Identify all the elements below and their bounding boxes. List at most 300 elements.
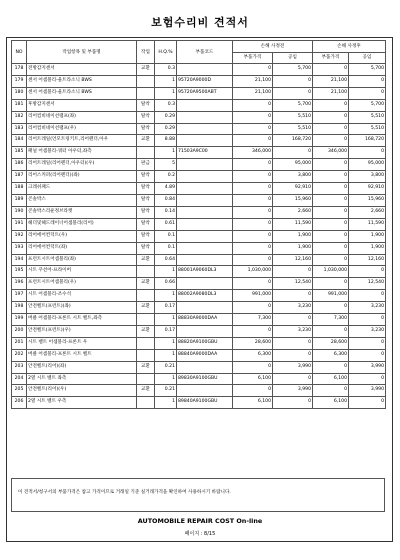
row-after-labor: 0	[349, 373, 386, 385]
row-no: 185	[12, 147, 27, 159]
row-no: 200	[12, 325, 27, 337]
row-before-labor: 3,990	[273, 361, 313, 373]
table-row	[12, 266, 386, 278]
row-no: 188	[12, 183, 27, 195]
table-row	[12, 337, 386, 349]
row-work: 교환	[137, 278, 155, 290]
row-item: 리어스커퍼(리어펜더)(좌)	[27, 171, 137, 183]
table-row	[12, 111, 386, 123]
row-item: 프런트시트어셈블리(좌)	[27, 254, 137, 266]
header-work: 작업	[137, 41, 155, 64]
row-before-labor: 0	[273, 290, 313, 302]
row-before-parts: 0	[233, 302, 273, 314]
table-row	[12, 290, 386, 302]
row-before-labor: 1,900	[273, 230, 313, 242]
row-item: 리어트레일(언모트링키트,리어펜더,아우	[27, 135, 137, 147]
row-work: 판금	[137, 159, 155, 171]
table-row	[12, 135, 386, 147]
row-work	[137, 147, 155, 159]
row-no: 187	[12, 171, 27, 183]
row-item: 리어에어컨덕트(우)	[27, 230, 137, 242]
row-hq: 0.66	[155, 278, 177, 290]
row-after-parts: 0	[313, 135, 349, 147]
header-after-labor: 공임	[349, 53, 386, 64]
row-after-labor: 3,230	[349, 325, 386, 337]
row-after-parts: 0	[313, 183, 349, 195]
row-hq: 0.17	[155, 325, 177, 337]
header-before-parts: 부품가격	[233, 53, 273, 64]
table-row	[12, 349, 386, 361]
row-before-labor: 3,990	[273, 385, 313, 397]
row-after-parts: 0	[313, 171, 349, 183]
row-hq: 0.29	[155, 111, 177, 123]
row-item: 리어트레일(리어펜더,아우터)(우)	[27, 159, 137, 171]
row-no: 202	[12, 349, 27, 361]
row-before-parts: 28,600	[233, 337, 273, 349]
row-before-parts: 0	[233, 325, 273, 337]
row-after-labor: 0	[349, 397, 386, 409]
row-item: 전방감지센서	[27, 64, 137, 76]
row-work	[137, 314, 155, 326]
row-before-parts: 0	[233, 254, 273, 266]
row-hq: 1	[155, 349, 177, 361]
header-code: 부품코드	[177, 41, 233, 64]
row-before-parts: 0	[233, 230, 273, 242]
header-no: NO	[12, 41, 27, 64]
row-before-parts: 991,000	[233, 290, 273, 302]
table-row	[12, 325, 386, 337]
row-hq: 1	[155, 147, 177, 159]
row-work	[137, 349, 155, 361]
row-after-labor: 0	[349, 290, 386, 302]
row-code	[177, 194, 233, 206]
row-after-parts: 0	[313, 194, 349, 206]
row-no: 186	[12, 159, 27, 171]
row-code	[177, 302, 233, 314]
row-before-labor: 95,000	[273, 159, 313, 171]
row-item: 후방감지센서	[27, 99, 137, 111]
row-after-parts: 6,300	[313, 349, 349, 361]
estimate-table	[11, 40, 386, 409]
row-before-parts: 0	[233, 111, 273, 123]
row-code	[177, 242, 233, 254]
row-no: 182	[12, 111, 27, 123]
row-before-labor: 0	[273, 397, 313, 409]
row-work: 탈착	[137, 171, 155, 183]
table-row	[12, 64, 386, 76]
row-work	[137, 373, 155, 385]
row-no: 201	[12, 337, 27, 349]
row-before-parts: 6,100	[233, 373, 273, 385]
row-after-labor: 5,510	[349, 123, 386, 135]
row-before-labor: 0	[273, 87, 313, 99]
row-code	[177, 135, 233, 147]
row-work: 교환	[137, 254, 155, 266]
row-item: 리어컴비네이션램프(우)	[27, 123, 137, 135]
row-hq: 0.84	[155, 194, 177, 206]
row-after-parts: 0	[313, 385, 349, 397]
row-hq: 0.61	[155, 218, 177, 230]
row-work	[137, 75, 155, 87]
row-code	[177, 159, 233, 171]
row-item: 시트 어셈블리-조수석	[27, 290, 137, 302]
row-code: 89840A9100GBU	[177, 397, 233, 409]
row-code: 95720A9000D	[177, 75, 233, 87]
row-before-parts: 0	[233, 385, 273, 397]
row-item: 크레쉬패드	[27, 183, 137, 195]
row-no: 205	[12, 385, 27, 397]
row-work: 교환	[137, 325, 155, 337]
row-code: 71503A9C00	[177, 147, 233, 159]
table-row	[12, 373, 386, 385]
footer-brand: AUTOMOBILE REPAIR COST On-line	[137, 517, 263, 525]
row-code: 88820A9100GBU	[177, 337, 233, 349]
row-before-parts: 0	[233, 183, 273, 195]
row-item: 패널 어셈블리-쿼터 아우터,좌측	[27, 147, 137, 159]
row-code: 88001A9060DL3	[177, 266, 233, 278]
row-hq: 5	[155, 159, 177, 171]
row-no: 183	[12, 123, 27, 135]
row-before-parts: 0	[233, 361, 273, 373]
row-item: 시트 벨트 어셈블리-프론트 우	[27, 337, 137, 349]
row-after-labor: 1,900	[349, 242, 386, 254]
table-row	[12, 230, 386, 242]
row-before-labor: 3,800	[273, 171, 313, 183]
row-code	[177, 254, 233, 266]
row-after-labor: 15,960	[349, 194, 386, 206]
row-code	[177, 206, 233, 218]
row-after-parts: 7,300	[313, 314, 349, 326]
row-item: 안전벨트(프런트)(좌)	[27, 302, 137, 314]
row-before-labor: 12,160	[273, 254, 313, 266]
row-code	[177, 325, 233, 337]
row-hq: 1	[155, 397, 177, 409]
row-before-parts: 0	[233, 242, 273, 254]
row-code: 88002A9080DL3	[177, 290, 233, 302]
row-after-parts: 0	[313, 242, 349, 254]
row-after-labor: 11,590	[349, 218, 386, 230]
row-before-parts: 6,100	[233, 397, 273, 409]
header-before: 손해 사정전	[233, 41, 313, 53]
row-no: 204	[12, 373, 27, 385]
row-code	[177, 64, 233, 76]
page-number: 페이지 : 8/15	[184, 531, 216, 537]
row-after-labor: 3,230	[349, 302, 386, 314]
row-hq: 1	[155, 75, 177, 87]
row-no: 192	[12, 230, 27, 242]
table-row	[12, 242, 386, 254]
row-before-labor: 2,660	[273, 206, 313, 218]
row-before-parts: 0	[233, 159, 273, 171]
row-hq: 8.88	[155, 135, 177, 147]
row-item: 버클 어셈블리-프론트 시트 벨트,좌측	[27, 314, 137, 326]
row-before-parts: 21,100	[233, 87, 273, 99]
row-before-parts: 346,000	[233, 147, 273, 159]
row-hq: 0.29	[155, 123, 177, 135]
row-after-labor: 0	[349, 147, 386, 159]
row-before-parts: 1,030,000	[233, 266, 273, 278]
table-row	[12, 206, 386, 218]
row-after-parts: 0	[313, 123, 349, 135]
table-row	[12, 254, 386, 266]
row-before-labor: 3,230	[273, 325, 313, 337]
row-after-labor: 92,910	[349, 183, 386, 195]
row-work: 탈착	[137, 194, 155, 206]
table-row	[12, 218, 386, 230]
row-no: 179	[12, 75, 27, 87]
table-row	[12, 99, 386, 111]
row-code	[177, 278, 233, 290]
row-after-parts: 0	[313, 206, 349, 218]
row-hq: 0.64	[155, 254, 177, 266]
table-row	[12, 171, 386, 183]
row-after-parts: 1,030,000	[313, 266, 349, 278]
row-after-parts: 0	[313, 64, 349, 76]
row-item: 2열 시트 벨트 좌측	[27, 373, 137, 385]
table-row	[12, 397, 386, 409]
row-work: 교환	[137, 302, 155, 314]
row-hq: 0.2	[155, 171, 177, 183]
header-hq: H.Q.%	[155, 41, 177, 64]
row-work	[137, 87, 155, 99]
row-after-parts: 6,100	[313, 397, 349, 409]
row-hq: 0.21	[155, 361, 177, 373]
row-after-labor: 0	[349, 87, 386, 99]
row-item: 헤더및헤드레이너어셈블리(리어)	[27, 218, 137, 230]
row-before-parts: 0	[233, 135, 273, 147]
row-code	[177, 218, 233, 230]
row-code: 95720A9500ABT	[177, 87, 233, 99]
row-item: 2열 시트 벨트 우측	[27, 397, 137, 409]
row-before-labor: 0	[273, 337, 313, 349]
row-work: 탈착	[137, 183, 155, 195]
row-before-labor: 12,540	[273, 278, 313, 290]
row-item: 콘솔박스리운정브라켓	[27, 206, 137, 218]
row-work: 교환	[137, 64, 155, 76]
row-work: 교환	[137, 385, 155, 397]
row-before-labor: 5,510	[273, 111, 313, 123]
row-before-labor: 11,590	[273, 218, 313, 230]
row-no: 195	[12, 266, 27, 278]
row-item: 안전벨트(프런트)(우)	[27, 325, 137, 337]
row-code	[177, 361, 233, 373]
disclaimer-note: 이 견적서/청구서의 부품가격은 참고 가격이므로 거래일 기준 실거래가격을 확인하여 사용하시기 바랍니다.	[11, 478, 385, 512]
row-code	[177, 385, 233, 397]
row-before-labor: 0	[273, 314, 313, 326]
row-before-parts: 7,300	[233, 314, 273, 326]
row-before-labor: 0	[273, 147, 313, 159]
row-before-labor: 5,510	[273, 123, 313, 135]
row-after-labor: 5,700	[349, 64, 386, 76]
table-body	[12, 64, 386, 409]
row-before-parts: 0	[233, 99, 273, 111]
row-before-labor: 3,230	[273, 302, 313, 314]
row-before-labor: 15,960	[273, 194, 313, 206]
row-after-parts: 991,000	[313, 290, 349, 302]
row-work: 탈착	[137, 206, 155, 218]
row-before-labor: 92,910	[273, 183, 313, 195]
row-after-labor: 5,510	[349, 111, 386, 123]
row-after-labor: 3,990	[349, 361, 386, 373]
row-item: 안전벨트(리어)(우)	[27, 385, 137, 397]
row-before-parts: 0	[233, 194, 273, 206]
row-after-labor: 12,540	[349, 278, 386, 290]
row-hq: 0.21	[155, 385, 177, 397]
row-code	[177, 99, 233, 111]
row-hq: 0.1	[155, 230, 177, 242]
row-hq: 0.3	[155, 64, 177, 76]
row-item: 리어컴비네이션램프(좌)	[27, 111, 137, 123]
table-row	[12, 87, 386, 99]
row-no: 206	[12, 397, 27, 409]
header-after: 손해 사정후	[313, 41, 386, 53]
row-after-parts: 0	[313, 99, 349, 111]
row-hq: 0.1	[155, 242, 177, 254]
row-no: 189	[12, 194, 27, 206]
row-no: 194	[12, 254, 27, 266]
table-row	[12, 75, 386, 87]
row-hq: 4.89	[155, 183, 177, 195]
row-code: 88840A9000DAA	[177, 349, 233, 361]
row-item: 버클 어셈블리-프론트 시트 벨트	[27, 349, 137, 361]
row-code	[177, 171, 233, 183]
header-after-parts: 부품가격	[313, 53, 349, 64]
row-work: 교환	[137, 361, 155, 373]
row-after-labor: 0	[349, 266, 386, 278]
row-after-parts: 21,100	[313, 75, 349, 87]
table-row	[12, 278, 386, 290]
row-before-labor: 5,700	[273, 99, 313, 111]
row-before-labor: 168,720	[273, 135, 313, 147]
row-work: 탈착	[137, 230, 155, 242]
row-before-parts: 0	[233, 206, 273, 218]
row-item: 리어에어컨덕트(좌)	[27, 242, 137, 254]
row-before-labor: 0	[273, 373, 313, 385]
row-after-parts: 0	[313, 361, 349, 373]
row-after-parts: 0	[313, 302, 349, 314]
row-hq: 1	[155, 87, 177, 99]
row-work: 탈착	[137, 111, 155, 123]
table-row	[12, 147, 386, 159]
row-no: 180	[12, 87, 27, 99]
row-hq: 0.17	[155, 302, 177, 314]
row-after-labor: 12,160	[349, 254, 386, 266]
row-after-labor: 1,900	[349, 230, 386, 242]
row-no: 193	[12, 242, 27, 254]
row-after-parts: 0	[313, 278, 349, 290]
row-before-labor: 0	[273, 266, 313, 278]
row-before-parts: 0	[233, 278, 273, 290]
row-after-labor: 3,990	[349, 385, 386, 397]
row-code	[177, 111, 233, 123]
row-item: 안전벨트(리어)(좌)	[27, 361, 137, 373]
row-code	[177, 123, 233, 135]
row-before-parts: 0	[233, 64, 273, 76]
row-before-parts: 21,100	[233, 75, 273, 87]
row-item: 콘솔박스	[27, 194, 137, 206]
row-no: 196	[12, 278, 27, 290]
row-before-parts: 0	[233, 123, 273, 135]
document-title: 보험수리비 견적서	[151, 16, 249, 29]
row-hq: 1	[155, 337, 177, 349]
row-work	[137, 290, 155, 302]
table-row	[12, 361, 386, 373]
row-before-parts: 0	[233, 171, 273, 183]
row-work: 교환	[137, 135, 155, 147]
table-row	[12, 194, 386, 206]
row-after-parts: 21,100	[313, 87, 349, 99]
row-after-parts: 0	[313, 325, 349, 337]
row-item: 센서 어셈블리-울트라소닉 BWS	[27, 87, 137, 99]
row-after-parts: 0	[313, 111, 349, 123]
row-work: 탈착	[137, 99, 155, 111]
row-after-parts: 0	[313, 159, 349, 171]
row-after-labor: 95,000	[349, 159, 386, 171]
row-code: 88830A9000DAA	[177, 314, 233, 326]
row-no: 191	[12, 218, 27, 230]
row-code	[177, 183, 233, 195]
row-hq: 1	[155, 314, 177, 326]
row-after-parts: 0	[313, 218, 349, 230]
row-after-labor: 0	[349, 349, 386, 361]
table-row	[12, 302, 386, 314]
row-before-labor: 5,700	[273, 64, 313, 76]
row-before-labor: 0	[273, 349, 313, 361]
row-no: 190	[12, 206, 27, 218]
row-no: 197	[12, 290, 27, 302]
row-work: 탈착	[137, 123, 155, 135]
row-after-labor: 0	[349, 314, 386, 326]
row-after-parts: 0	[313, 254, 349, 266]
row-work	[137, 266, 155, 278]
row-no: 184	[12, 135, 27, 147]
row-item: 시트 쿠션어-프라이버	[27, 266, 137, 278]
header-item: 작업항목 및 부품명	[27, 41, 137, 64]
table-row	[12, 123, 386, 135]
row-no: 198	[12, 302, 27, 314]
row-hq: 1	[155, 266, 177, 278]
row-no: 199	[12, 314, 27, 326]
row-after-parts: 28,600	[313, 337, 349, 349]
table-row	[12, 385, 386, 397]
row-no: 181	[12, 99, 27, 111]
row-work: 탈착	[137, 242, 155, 254]
table-row	[12, 159, 386, 171]
row-hq: 0.3	[155, 99, 177, 111]
table-header-row	[12, 41, 386, 53]
row-work	[137, 337, 155, 349]
row-after-parts: 346,000	[313, 147, 349, 159]
row-after-labor: 5,700	[349, 99, 386, 111]
row-after-labor: 168,720	[349, 135, 386, 147]
header-before-labor: 공임	[273, 53, 313, 64]
row-work	[137, 397, 155, 409]
row-hq: 0.14	[155, 206, 177, 218]
row-after-labor: 0	[349, 75, 386, 87]
row-after-parts: 6,100	[313, 373, 349, 385]
row-after-labor: 3,800	[349, 171, 386, 183]
row-work: 탈착	[137, 218, 155, 230]
row-before-parts: 0	[233, 218, 273, 230]
row-hq: 1	[155, 290, 177, 302]
row-code	[177, 230, 233, 242]
row-no: 178	[12, 64, 27, 76]
table-row	[12, 183, 386, 195]
row-before-parts: 6,300	[233, 349, 273, 361]
row-code: 89830A9100GBU	[177, 373, 233, 385]
row-after-labor: 2,660	[349, 206, 386, 218]
row-after-labor: 0	[349, 337, 386, 349]
